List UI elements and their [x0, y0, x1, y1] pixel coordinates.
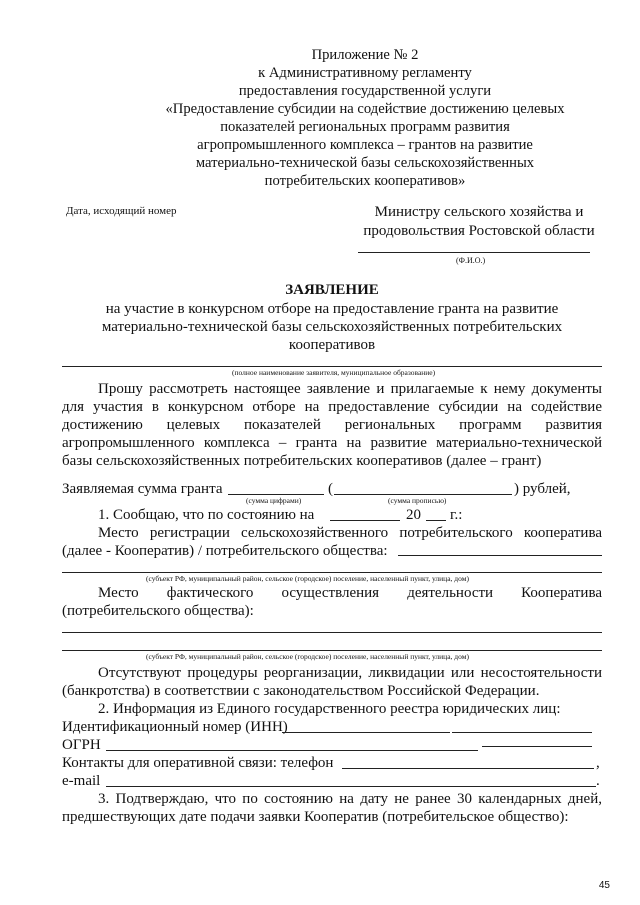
- year-field[interactable]: [426, 520, 446, 521]
- inn-label: Идентификационный номер (ИНН): [62, 719, 288, 735]
- item2-text: 2. Информация из Единого государственного реестра юридических лиц:: [98, 701, 561, 717]
- registration-field[interactable]: [398, 555, 602, 556]
- phone-field[interactable]: [342, 768, 594, 769]
- request-line: Прошу рассмотреть настоящее заявление и прилагаемые к нему документы: [98, 381, 602, 397]
- request-line: базы сельскохозяйственных потребительских кооперативов (далее – грант): [62, 453, 542, 469]
- registration-address-field[interactable]: [62, 572, 602, 573]
- amount-digits-caption: (сумма цифрами): [246, 496, 302, 505]
- subtitle-line: кооперативов: [288, 337, 376, 353]
- header-line: агропромышленного комплекса – грантов на развитие: [197, 137, 533, 153]
- applicant-name-field[interactable]: [62, 366, 602, 367]
- amount-words-field[interactable]: [334, 494, 512, 495]
- email-field[interactable]: [106, 786, 596, 787]
- header-line: к Административному регламенту: [258, 65, 472, 81]
- item1-text: 1. Сообщаю, что по состоянию на: [98, 507, 315, 523]
- year-prefix: 20: [406, 507, 421, 523]
- registration-line: (далее - Кооператив) / потребительского общества:: [62, 543, 388, 559]
- registration-line: Место регистрации сельскохозяйственного потребительского кооператива: [98, 525, 602, 541]
- recipient-block: [356, 203, 602, 241]
- header-line: показателей региональных программ развития: [220, 119, 510, 135]
- bankruptcy-line: (банкротства) в соответствии с законодательством Российской Федерации.: [62, 683, 540, 699]
- item3-line: предшествующих дате подачи заявки Кооператив (потребительское общество):: [62, 809, 569, 825]
- inn-field[interactable]: [282, 732, 450, 733]
- fio-field[interactable]: [358, 252, 590, 253]
- subtitle-line: на участие в конкурсном отборе на предоставление гранта на развитие: [105, 301, 559, 317]
- appendix-header: [150, 46, 580, 190]
- request-paragraph: [62, 380, 602, 470]
- actual-place: [62, 584, 602, 620]
- recipient-line: продовольствия Ростовской области: [363, 223, 595, 239]
- actual-address-field-2[interactable]: [62, 650, 602, 651]
- item3-line: 3. Подтверждаю, что по состоянию на дату не ранее 30 календарных дней,: [98, 791, 602, 807]
- bankruptcy-statement: [62, 664, 602, 700]
- date-label: Дата, исходящий номер: [66, 205, 177, 217]
- subtitle-line: материально-технической базы сельскохозяйственных потребительских: [101, 319, 563, 335]
- email-label: e-mail: [62, 773, 101, 789]
- header-line: предоставления государственной услуги: [238, 83, 492, 99]
- request-line: достижению целевых показателей региональных программ развития: [62, 417, 602, 433]
- applicant-caption: (полное наименование заявителя, муниципальное образование): [232, 368, 436, 377]
- header-line: материально-технической базы сельскохозяйственных: [195, 155, 535, 171]
- email-end: .: [596, 773, 600, 789]
- amount-digits-field[interactable]: [228, 494, 324, 495]
- amount-suffix: ) рублей,: [514, 481, 571, 497]
- ogrn-field-ext[interactable]: [482, 746, 592, 747]
- item1-row: [98, 506, 638, 524]
- appendix-number: Приложение № 2: [311, 47, 419, 63]
- actual-place-line: (потребительского общества):: [62, 603, 254, 619]
- year-suffix: г.:: [450, 507, 463, 523]
- fio-caption: (Ф.И.О.): [456, 256, 486, 265]
- page-number: 45: [598, 880, 610, 891]
- address-caption: (субъект РФ, муниципальный район, сельское (городское) поселение, населенный пункт, улица, дом): [146, 652, 469, 661]
- document-title: ЗАЯВЛЕНИЕ: [285, 282, 379, 298]
- document-subtitle: [62, 300, 602, 354]
- header-line: потребительских кооперативов»: [264, 173, 466, 189]
- request-line: для участия в конкурсном отборе на предоставление субсидии на содействие: [62, 399, 602, 415]
- amount-label: Заявляемая сумма гранта: [62, 481, 223, 497]
- actual-place-line: Место фактического осуществления деятельности Кооператива: [98, 585, 602, 601]
- header-line: «Предоставление субсидии на содействие достижению целевых: [165, 101, 565, 117]
- amount-paren: (: [328, 481, 333, 497]
- ogrn-field[interactable]: [106, 750, 478, 751]
- actual-address-field-1[interactable]: [62, 632, 602, 633]
- amount-words-caption: (сумма прописью): [388, 496, 447, 505]
- bankruptcy-line: Отсутствуют процедуры реорганизации, ликвидации или несостоятельности: [98, 665, 602, 681]
- contacts-end: ,: [596, 755, 600, 771]
- request-line: агропромышленного комплекса – гранта на развитие материально-технической: [62, 435, 602, 451]
- address-caption: (субъект РФ, муниципальный район, сельское (городское) поселение, населенный пункт, улица, дом): [146, 574, 469, 583]
- item3-paragraph: [62, 790, 602, 826]
- ogrn-label: ОГРН: [62, 737, 101, 753]
- contacts-label: Контакты для оперативной связи: телефон: [62, 755, 334, 771]
- recipient-line: Министру сельского хозяйства и: [374, 204, 584, 220]
- date-state-field[interactable]: [330, 520, 400, 521]
- inn-field-ext[interactable]: [452, 732, 592, 733]
